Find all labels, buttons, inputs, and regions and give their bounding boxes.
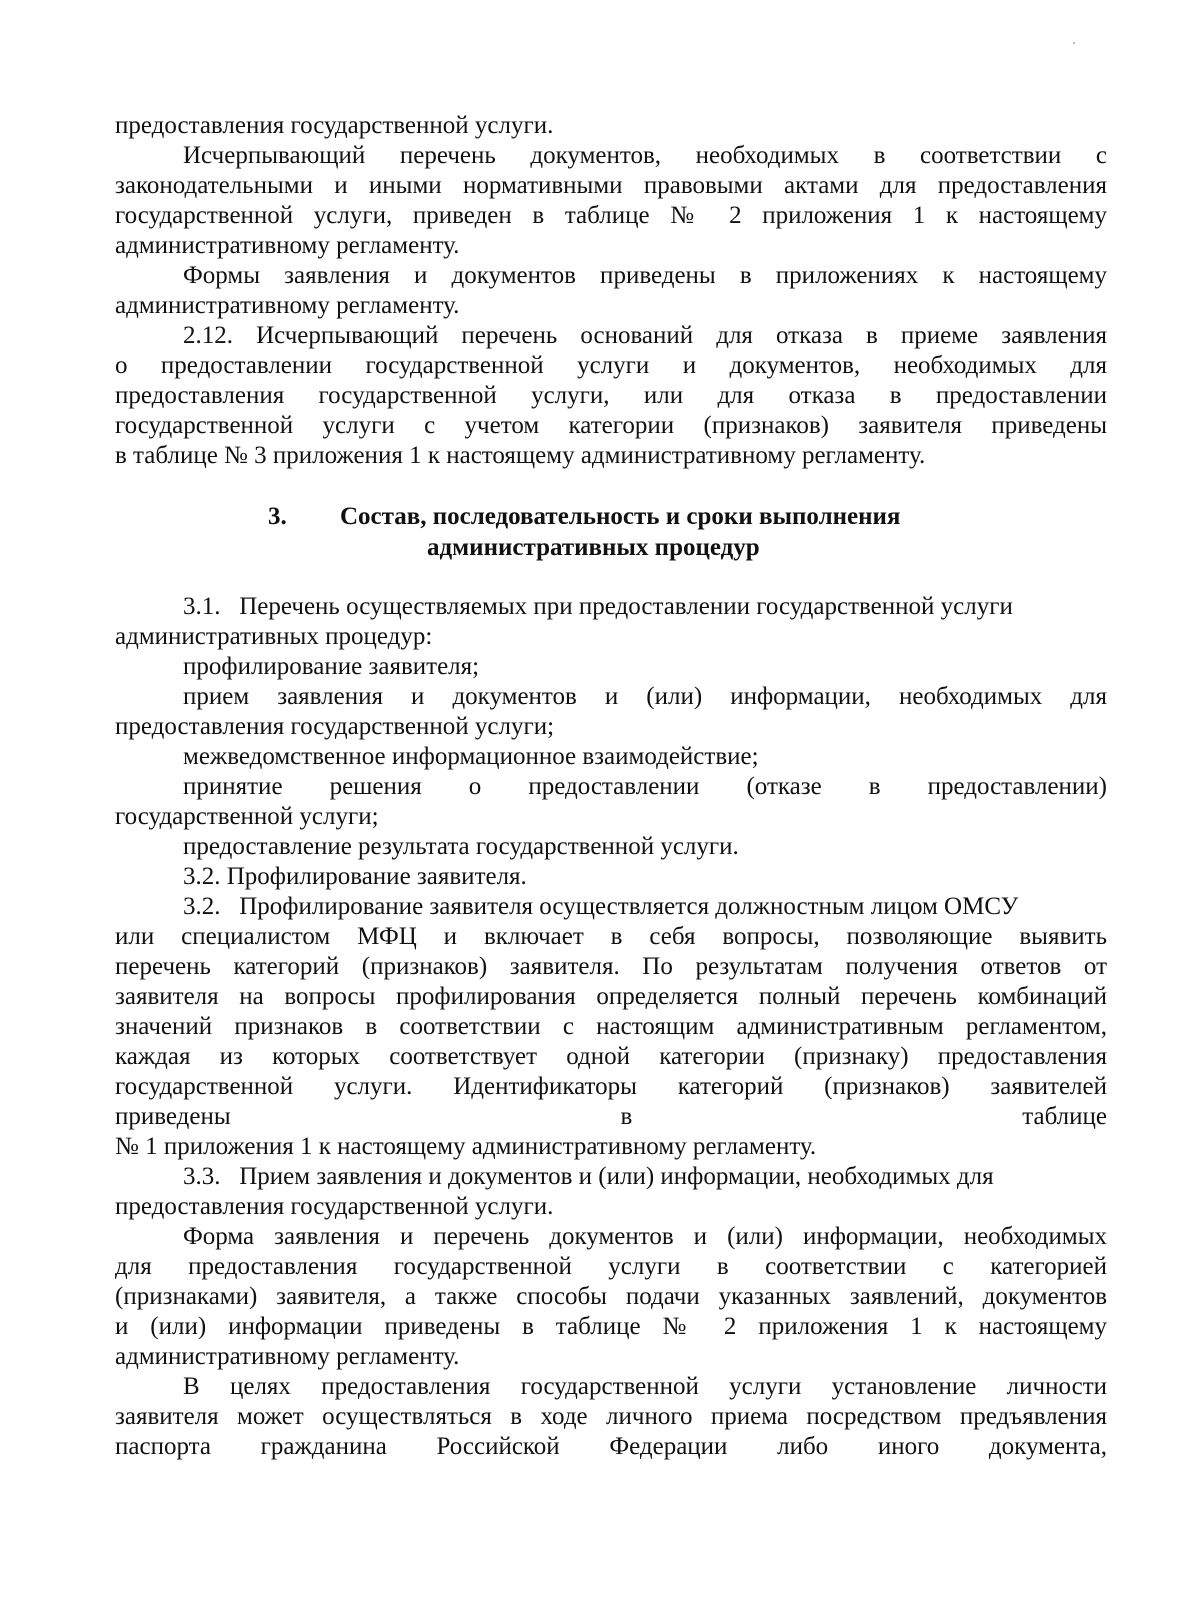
text-line: для предоставления государственной услуги в соответствии с категорией [115,1253,1107,1280]
text-line: 3.2. Профилирование заявителя. [183,863,527,890]
text-line: государственной услуги. Идентификаторы категорий (признаков) заявителей [115,1073,1107,1100]
text-line: предоставления государственной услуги. [115,112,554,139]
text-line: прием заявления и документов и (или) информации, необходимых для [183,683,1107,710]
text-line: межведомственное информационное взаимодействие; [183,743,759,770]
text-line: Исчерпывающий перечень документов, необходимых в соответствии с [183,142,1107,169]
text-line: или специалистом МФЦ и включает в себя вопросы, позволяющие выявить [115,923,1107,950]
text-line: предоставления государственной услуги. [115,1193,554,1220]
text-line: каждая из которых соответствует одной категории (признаку) предоставления [115,1043,1107,1070]
section-number: 3. [268,503,287,530]
text-line: В целях предоставления государственной услуги установление личности [183,1373,1107,1400]
text-line: административному регламенту. [115,232,460,259]
text-line: государственной услуги; [115,803,379,830]
text-line: принятие решения о предоставлении (отказе в предоставлении) [183,773,1107,800]
text-line: 2.12. Исчерпывающий перечень оснований для отказа в приеме заявления [183,322,1107,349]
text-line: и (или) информации приведены в таблице № 2 приложения 1 к настоящему [115,1313,1107,1340]
scan-speck [1073,42,1075,44]
text-line: государственной услуги с учетом категории (признаков) заявителя приведены [115,412,1107,439]
section-title-line1: Состав, последовательность и сроки выполнения [340,503,901,530]
text-line: предоставления государственной услуги, или для отказа в предоставлении [115,382,1107,409]
text-line: перечень категорий (признаков) заявителя. По результатам получения ответов от [115,953,1107,980]
text-line: приведены в таблице [115,1103,1107,1130]
text-line: предоставление результата государственной услуги. [183,833,739,860]
text-line: (признаками) заявителя, а также способы подачи указанных заявлений, документов [115,1283,1107,1310]
text-line: государственной услуги, приведен в таблице № 2 приложения 1 к настоящему [115,202,1107,229]
section-title-line2: административных процедур [427,534,760,561]
text-line: предоставления государственной услуги; [115,713,555,740]
text-line: значений признаков в соответствии с настоящим административным регламентом, [115,1013,1107,1040]
text-line: в таблице № 3 приложения 1 к настоящему административному регламенту. [115,442,926,469]
text-line: административному регламенту. [115,292,460,319]
text-line: профилирование заявителя; [183,653,480,680]
text-line: заявителя на вопросы профилирования определяется полный перечень комбинаций [115,983,1107,1010]
text-line: о предоставлении государственной услуги и документов, необходимых для [115,352,1107,379]
text-line: административному регламенту. [115,1343,460,1370]
text-line: паспорта гражданина Российской Федерации либо иного документа, [115,1433,1107,1460]
text-line: заявителя может осуществляться в ходе личного приема посредством предъявления [115,1403,1107,1430]
text-line: Форма заявления и перечень документов и (или) информации, необходимых [183,1223,1107,1250]
text-line: административных процедур: [115,623,433,650]
text-line: 3.2. Профилирование заявителя осуществляется должностным лицом ОМСУ [183,893,1019,920]
text-line: 3.3. Прием заявления и документов и (или) информации, необходимых для [183,1163,994,1190]
text-line: 3.1. Перечень осуществляемых при предоставлении государственной услуги [183,593,1013,620]
text-line: законодательными и иными нормативными правовыми актами для предоставления [115,172,1107,199]
text-line: Формы заявления и документов приведены в приложениях к настоящему [183,262,1107,289]
text-line: № 1 приложения 1 к настоящему административному регламенту. [115,1133,817,1160]
